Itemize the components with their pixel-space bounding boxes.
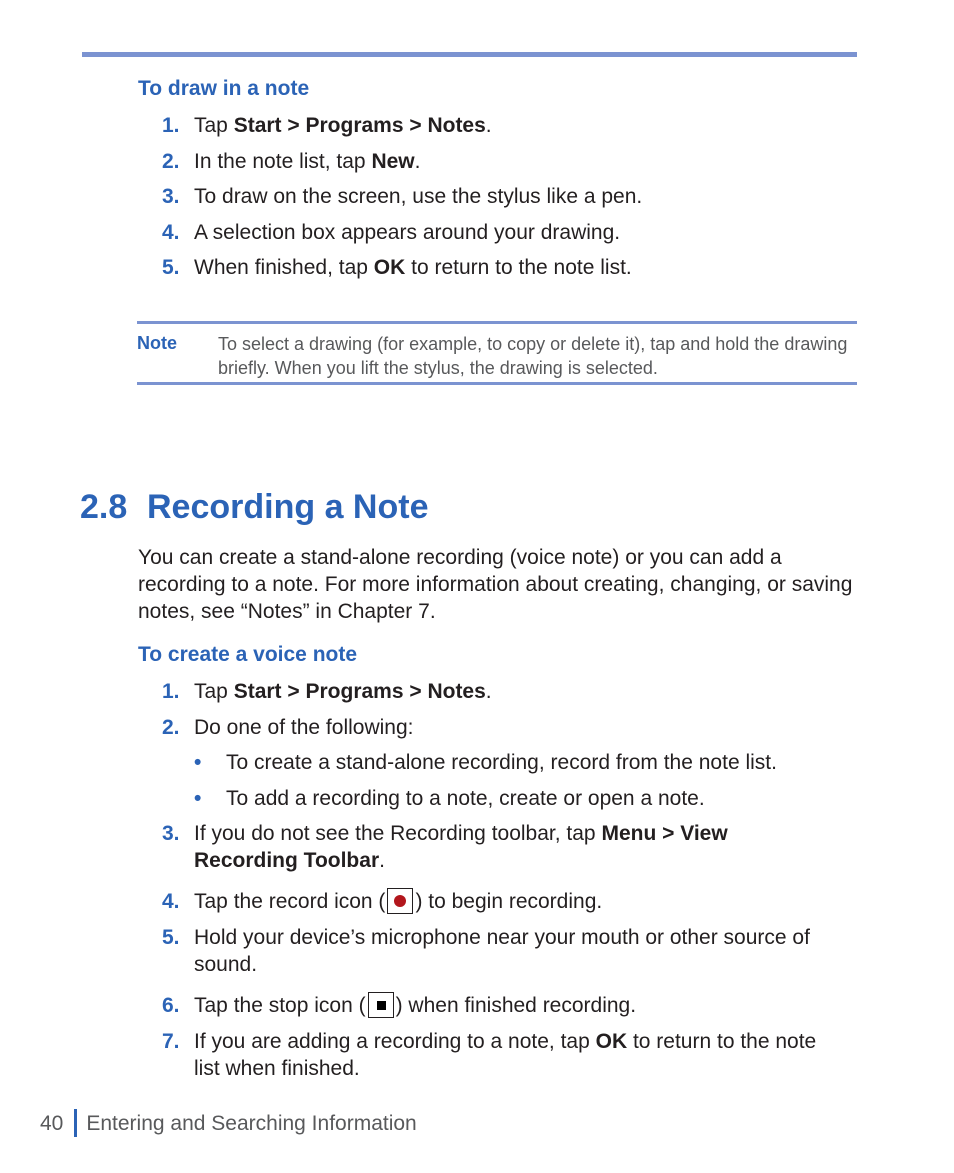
footer-divider bbox=[74, 1109, 77, 1137]
top-rule bbox=[82, 52, 857, 57]
section-intro: You can create a stand-alone recording (voice note) or you can add a recording to a note. For more information about creating, changing, or saving notes, see “Notes” in Chapter 7. bbox=[138, 546, 853, 623]
note-label: Note bbox=[137, 333, 177, 353]
record-icon bbox=[387, 888, 413, 914]
note-text: To select a drawing (for example, to copy or delete it), tap and hold the drawing briefly. When you lift the stylus, the drawing is selected. bbox=[218, 334, 848, 378]
stop-icon bbox=[368, 992, 394, 1018]
section-heading bbox=[80, 488, 428, 527]
section-number: 2.8 bbox=[80, 488, 128, 526]
page-number: 40 bbox=[40, 1112, 64, 1135]
subheading-voice: To create a voice note bbox=[138, 643, 358, 666]
note-box bbox=[137, 321, 857, 385]
page-footer bbox=[40, 1109, 417, 1138]
section-title: Recording a Note bbox=[147, 488, 429, 526]
subheading-draw: To draw in a note bbox=[138, 77, 310, 100]
chapter-title: Entering and Searching Information bbox=[86, 1112, 417, 1135]
